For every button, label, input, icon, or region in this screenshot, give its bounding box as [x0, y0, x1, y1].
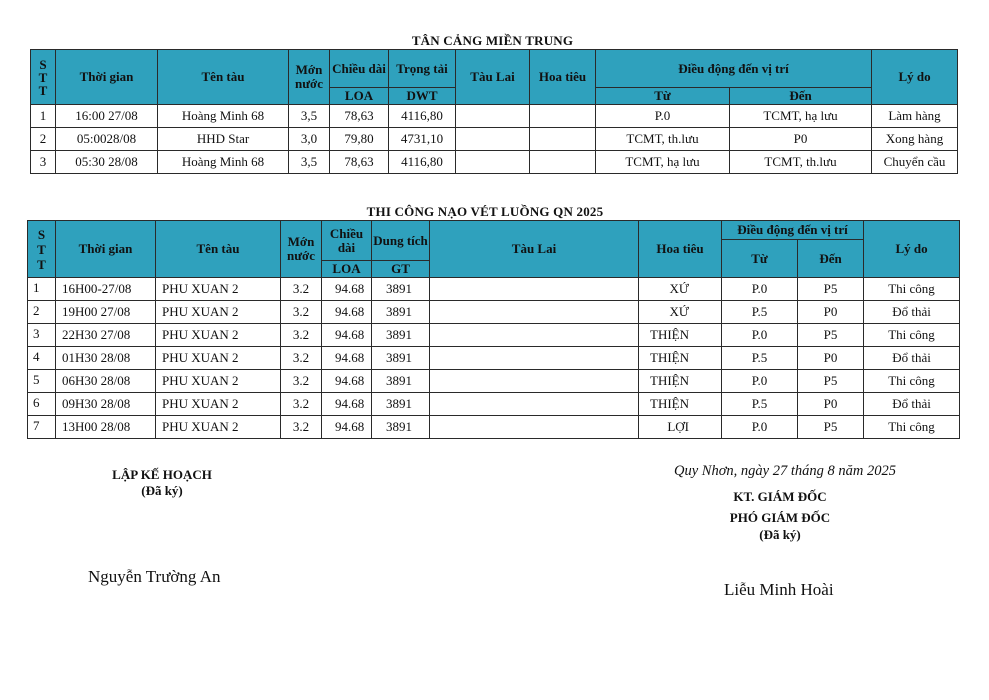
table2-header-pilot: Hoa tiêu — [639, 221, 722, 278]
signature-right-title1: KT. GIÁM ĐỐC — [733, 489, 827, 504]
table2-header-time: Thời gian — [56, 221, 156, 278]
cell-reason: Xong hàng — [872, 128, 958, 151]
table1-header-reason: Lý do — [872, 50, 958, 105]
cell-gt: 3891 — [372, 301, 430, 324]
cell-ship: HHD Star — [158, 128, 289, 151]
cell-tug — [430, 393, 639, 416]
cell-ship: PHU XUAN 2 — [156, 416, 281, 439]
cell-to: P5 — [798, 416, 864, 439]
signature-right-date: Quy Nhơn, ngày 27 tháng 8 năm 2025 — [673, 463, 896, 479]
cell-from: P.0 — [722, 278, 798, 301]
cell-ship: PHU XUAN 2 — [156, 324, 281, 347]
cell-from: P.0 — [722, 416, 798, 439]
cell-stt: 1 — [31, 105, 56, 128]
cell-ship: Hoàng Minh 68 — [158, 105, 289, 128]
table2-header-tug: Tàu Lai — [430, 221, 639, 278]
cell-tug — [430, 301, 639, 324]
cell-loa: 94.68 — [322, 301, 372, 324]
cell-time: 09H30 28/08 — [56, 393, 156, 416]
cell-draft: 3.2 — [281, 393, 322, 416]
cell-ship: PHU XUAN 2 — [156, 393, 281, 416]
cell-to: TCMT, hạ lưu — [730, 105, 872, 128]
cell-tug — [456, 151, 530, 174]
table2-header-capacity: Dung tích — [372, 221, 430, 261]
table1 — [30, 49, 958, 174]
cell-draft: 3,5 — [289, 105, 330, 128]
table2-header-stt: S T T — [28, 221, 56, 278]
table-row — [28, 393, 960, 416]
table1-header-load: Trọng tải — [389, 50, 456, 88]
cell-stt: 2 — [28, 301, 56, 324]
cell-dwt: 4116,80 — [389, 151, 456, 174]
cell-loa: 78,63 — [330, 151, 389, 174]
table2-header-ship: Tên tàu — [156, 221, 281, 278]
cell-time: 16:00 27/08 — [56, 105, 158, 128]
cell-ship: PHU XUAN 2 — [156, 347, 281, 370]
cell-reason: Thi công — [864, 278, 960, 301]
cell-gt: 3891 — [372, 347, 430, 370]
cell-reason: Chuyển cầu — [872, 151, 958, 174]
cell-from: P.5 — [722, 347, 798, 370]
cell-to: P0 — [798, 393, 864, 416]
cell-draft: 3.2 — [281, 416, 322, 439]
table2 — [27, 220, 960, 439]
cell-tug — [430, 278, 639, 301]
cell-reason: Thi công — [864, 370, 960, 393]
cell-loa: 94.68 — [322, 370, 372, 393]
cell-tug — [430, 370, 639, 393]
cell-to: P0 — [798, 301, 864, 324]
cell-stt: 4 — [28, 347, 56, 370]
table1-header-draft: Mớn nước — [289, 50, 330, 105]
table2-header-to: Đến — [798, 240, 864, 278]
cell-time: 13H00 28/08 — [56, 416, 156, 439]
cell-tug — [430, 324, 639, 347]
table2-title: THI CÔNG NẠO VÉT LUỒNG QN 2025 — [366, 204, 604, 219]
cell-time: 06H30 28/08 — [56, 370, 156, 393]
cell-stt: 1 — [28, 278, 56, 301]
signature-right-block — [680, 486, 880, 542]
cell-reason: Đổ thải — [864, 393, 960, 416]
cell-stt: 3 — [31, 151, 56, 174]
table2-header-loa: LOA — [322, 261, 372, 278]
signature-right-title2: PHÓ GIÁM ĐỐC — [729, 510, 831, 525]
cell-dwt: 4116,80 — [389, 105, 456, 128]
cell-pilot: THIỆN — [639, 393, 722, 416]
table1-header-time: Thời gian — [56, 50, 158, 105]
cell-to: P5 — [798, 278, 864, 301]
cell-reason: Thi công — [864, 416, 960, 439]
cell-pilot: XỨ — [639, 278, 722, 301]
cell-pilot: THIỆN — [639, 370, 722, 393]
cell-gt: 3891 — [372, 393, 430, 416]
cell-ship: PHU XUAN 2 — [156, 370, 281, 393]
cell-time: 05:0028/08 — [56, 128, 158, 151]
table1-header-tug: Tàu Lai — [456, 50, 530, 105]
table1-header-to: Đến — [730, 88, 872, 105]
table1-header-stt: S T T — [31, 50, 56, 105]
cell-draft: 3.2 — [281, 278, 322, 301]
cell-from: P.0 — [722, 370, 798, 393]
cell-tug — [430, 416, 639, 439]
cell-pilot — [530, 151, 596, 174]
cell-stt: 7 — [28, 416, 56, 439]
cell-to: P5 — [798, 370, 864, 393]
cell-pilot: THIỆN — [639, 347, 722, 370]
table2-header-draft: Mớn nước — [281, 221, 322, 278]
cell-loa: 79,80 — [330, 128, 389, 151]
cell-pilot: LỢI — [639, 416, 722, 439]
cell-stt: 2 — [31, 128, 56, 151]
cell-time: 19H00 27/08 — [56, 301, 156, 324]
cell-tug — [430, 347, 639, 370]
table2-header-reason: Lý do — [864, 221, 960, 278]
table1-header-loa: LOA — [330, 88, 389, 105]
signature-left-name: Nguyễn Trường An — [88, 567, 221, 586]
cell-loa: 94.68 — [322, 278, 372, 301]
cell-time: 16H00-27/08 — [56, 278, 156, 301]
table-row — [28, 347, 960, 370]
table-row — [28, 416, 960, 439]
signature-right-signed: (Đã ký) — [759, 527, 801, 542]
cell-gt: 3891 — [372, 324, 430, 347]
table2-header-from: Từ — [722, 240, 798, 278]
signature-left-signed: (Đã ký) — [141, 483, 183, 498]
cell-tug — [456, 128, 530, 151]
cell-loa: 94.68 — [322, 324, 372, 347]
cell-pilot — [530, 105, 596, 128]
table-row — [31, 151, 958, 174]
signature-left-block — [90, 467, 234, 499]
cell-stt: 6 — [28, 393, 56, 416]
table-row — [31, 128, 958, 151]
cell-dwt: 4731,10 — [389, 128, 456, 151]
signature-right-name: Liễu Minh Hoài — [724, 580, 834, 599]
cell-tug — [456, 105, 530, 128]
cell-gt: 3891 — [372, 416, 430, 439]
cell-loa: 78,63 — [330, 105, 389, 128]
cell-draft: 3.2 — [281, 324, 322, 347]
table-row — [28, 278, 960, 301]
table-row — [28, 324, 960, 347]
cell-loa: 94.68 — [322, 347, 372, 370]
cell-to: TCMT, th.lưu — [730, 151, 872, 174]
cell-to: P5 — [798, 324, 864, 347]
cell-stt: 5 — [28, 370, 56, 393]
table-row — [28, 370, 960, 393]
signature-left-title: LẬP KẾ HOẠCH — [112, 467, 212, 482]
cell-pilot — [530, 128, 596, 151]
cell-gt: 3891 — [372, 370, 430, 393]
cell-reason: Làm hàng — [872, 105, 958, 128]
cell-from: P.5 — [722, 301, 798, 324]
table1-header-pilot: Hoa tiêu — [530, 50, 596, 105]
cell-from: TCMT, th.lưu — [596, 128, 730, 151]
table1-title: TÂN CẢNG MIỀN TRUNG — [411, 33, 574, 48]
cell-from: P.5 — [722, 393, 798, 416]
cell-from: P.0 — [596, 105, 730, 128]
cell-draft: 3.2 — [281, 301, 322, 324]
cell-time: 22H30 27/08 — [56, 324, 156, 347]
cell-reason: Đổ thải — [864, 301, 960, 324]
table-row — [31, 105, 958, 128]
cell-pilot: THIỆN — [639, 324, 722, 347]
table1-header-move: Điều động đến vị trí — [596, 50, 872, 88]
cell-ship: PHU XUAN 2 — [156, 301, 281, 324]
cell-from: P.0 — [722, 324, 798, 347]
cell-time: 05:30 28/08 — [56, 151, 158, 174]
cell-draft: 3,0 — [289, 128, 330, 151]
cell-reason: Đổ thải — [864, 347, 960, 370]
cell-reason: Thi công — [864, 324, 960, 347]
cell-time: 01H30 28/08 — [56, 347, 156, 370]
cell-draft: 3.2 — [281, 347, 322, 370]
cell-loa: 94.68 — [322, 393, 372, 416]
cell-ship: PHU XUAN 2 — [156, 278, 281, 301]
table1-header-dwt: DWT — [389, 88, 456, 105]
cell-from: TCMT, hạ lưu — [596, 151, 730, 174]
table2-header-length: Chiều dài — [322, 221, 372, 261]
table1-header-length: Chiều dài — [330, 50, 389, 88]
cell-draft: 3.2 — [281, 370, 322, 393]
cell-to: P0 — [730, 128, 872, 151]
cell-ship: Hoàng Minh 68 — [158, 151, 289, 174]
table1-header-ship: Tên tàu — [158, 50, 289, 105]
cell-draft: 3,5 — [289, 151, 330, 174]
cell-pilot: XỨ — [639, 301, 722, 324]
table1-header-from: Từ — [596, 88, 730, 105]
cell-loa: 94.68 — [322, 416, 372, 439]
cell-to: P0 — [798, 347, 864, 370]
table2-header-move: Điều động đến vị trí — [722, 221, 864, 240]
cell-gt: 3891 — [372, 278, 430, 301]
cell-stt: 3 — [28, 324, 56, 347]
table-row — [28, 301, 960, 324]
table2-header-gt: GT — [372, 261, 430, 278]
